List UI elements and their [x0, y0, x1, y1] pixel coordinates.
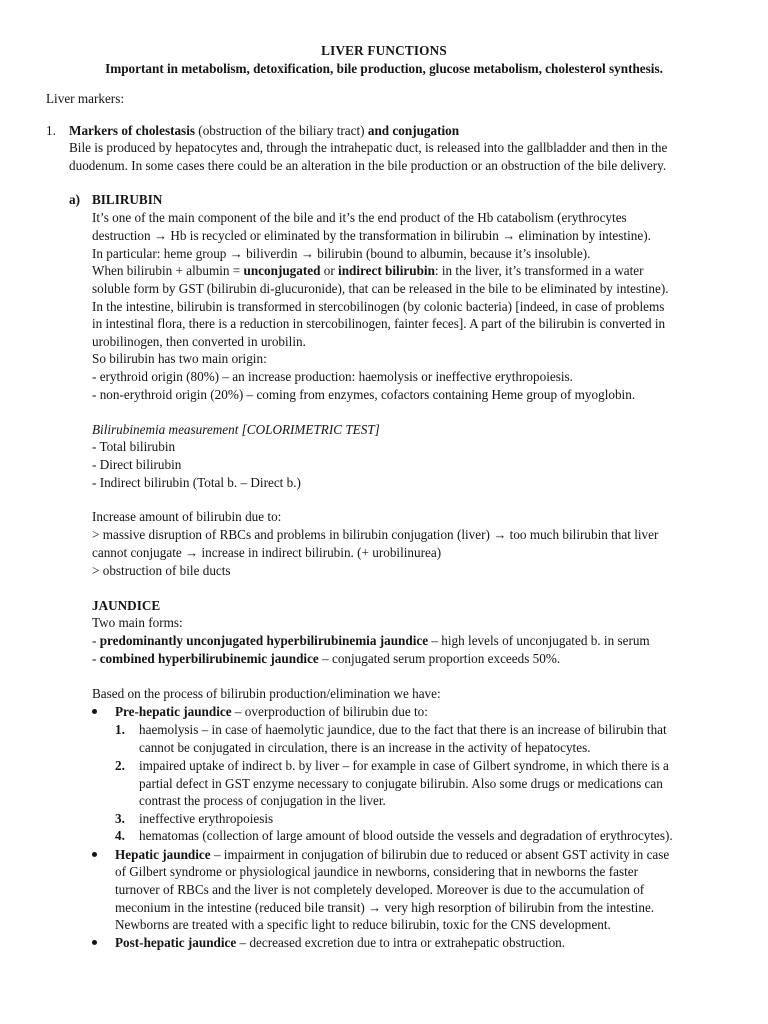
section-1-heading [69, 122, 459, 140]
form-2-bold: combined hyperbilirubinemic jaundice [99, 651, 319, 666]
bullet-icon [92, 934, 100, 942]
prehepatic-post: – overproduction of bilirubin due to: [231, 704, 428, 719]
jaundice-two-forms: Two main forms: [92, 615, 183, 630]
prehepatic-item-line: impaired uptake of indirect b. by liver – for example in case of Gilbert syndrome, in which there is a [139, 758, 669, 773]
form-2-dash: - [92, 651, 100, 666]
form-1-dash: - [92, 633, 100, 648]
increase-line: cannot conjugate → increase in indirect bilirubin. (+ urobilinurea) [92, 545, 442, 560]
prehepatic-item-line: haemolysis – in case of haemolytic jaundice, due to the fact that there is an increase of bilirubin that [139, 722, 667, 737]
hepatic-line: Newborns are treated with a specific light to reduce bilirubin, toxic for the CNS development. [115, 917, 611, 932]
bilirubin-label: a) [69, 192, 80, 207]
liver-markers-label: Liver markers: [46, 91, 124, 106]
hepatic-line: of Gilbert syndrome or physiological jaundice in newborns, considering that in newborns the faster [115, 864, 638, 879]
prehepatic-line [115, 703, 428, 721]
increase-line: > massive disruption of RBCs and problems in bilirubin conjugation (liver) → too much bilirubin that liver [92, 527, 659, 542]
jaundice-form-1 [92, 632, 650, 650]
measurement-heading: Bilirubinemia measurement [COLORIMETRIC TEST] [92, 422, 380, 437]
bilirubin-line: soluble form by GST (bilirubin di-glucuronide), that can be released in the bile to be eliminated by intestine). [92, 281, 669, 296]
jaundice-heading: JAUNDICE [92, 598, 161, 613]
section-1-heading-normal: (obstruction of the biliary tract) [195, 123, 368, 138]
form-1-bold: predominantly unconjugated hyperbilirubinemia jaundice [99, 633, 429, 648]
prehepatic-item-line: contrast the process of conjugation in the liver. [139, 793, 386, 808]
bilirubin-line: It’s one of the main component of the bile and it’s the end product of the Hb catabolism (erythrocytes [92, 210, 627, 225]
prehepatic-item-number: 4. [115, 828, 125, 843]
measurement-item: - Direct bilirubin [92, 457, 182, 472]
when-pre: When bilirubin + albumin = [92, 263, 244, 278]
page-subtitle: Important in metabolism, detoxification, bile production, glucose metabolism, cholesterol synthesis. [105, 61, 663, 76]
section-1-line: duodenum. In some cases there could be an alteration in the bile production or an obstruction of the bile delivery. [69, 158, 667, 173]
section-1-heading-bold-2: and conjugation [367, 123, 460, 138]
bilirubin-line: - non-erythroid origin (20%) – coming from enzymes, cofactors containing Heme group of myoglobin. [92, 387, 636, 402]
bullet-icon [92, 846, 100, 854]
prehepatic-item-line: hematomas (collection of large amount of blood outside the vessels and degradation of erythrocytes). [139, 828, 673, 843]
hepatic-line: turnover of RBCs and the liver is not completely developed. Moreover is due to the accumulation of [115, 882, 645, 897]
prehepatic-item-number: 1. [115, 722, 125, 737]
bilirubin-heading: BILIRUBIN [92, 192, 163, 207]
form-1-post: – high levels of unconjugated b. in serum [428, 633, 650, 648]
when-unconjugated: unconjugated [243, 263, 321, 278]
bullet-icon [92, 703, 100, 711]
prehepatic-item-number: 2. [115, 758, 125, 773]
bilirubin-line: destruction → Hb is recycled or eliminated by the transformation in bilirubin → elimination by intestine). [92, 228, 651, 243]
prehepatic-item-number: 3. [115, 811, 125, 826]
hepatic-line: meconium in the intestine (reduced bile transit) → very high resorption of bilirubin from the intestine. [115, 900, 655, 915]
when-indirect: indirect bilirubin [338, 263, 435, 278]
bilirubin-line: urobilinogen, then converted in urobilin. [92, 334, 306, 349]
when-mid: or [320, 263, 339, 278]
hepatic-post: – impairment in conjugation of bilirubin due to reduced or absent GST activity in case [210, 847, 670, 862]
jaundice-form-2 [92, 650, 560, 668]
page-title: LIVER FUNCTIONS [321, 43, 447, 58]
measurement-item: - Total bilirubin [92, 439, 176, 454]
bilirubin-line: in intestinal flora, there is a reduction in stercobilinogen, fainter feces]. A part of the bilirubin is converted in [92, 316, 666, 331]
prehepatic-item-line: cannot be conjugated in circulation, there is an increase in the activity of hepatocytes. [139, 740, 591, 755]
bilirubin-line: So bilirubin has two main origin: [92, 351, 267, 366]
hepatic-bold: Hepatic jaundice [115, 847, 211, 862]
hepatic-line [115, 846, 669, 864]
based-on-line: Based on the process of bilirubin production/elimination we have: [92, 686, 441, 701]
posthepatic-line [115, 934, 565, 952]
bilirubin-line: In the intestine, bilirubin is transformed in stercobilinogen (by colonic bacteria) [indeed, in case of problems [92, 299, 665, 314]
measurement-item: - Indirect bilirubin (Total b. – Direct b.) [92, 475, 301, 490]
prehepatic-bold: Pre-hepatic jaundice [115, 704, 232, 719]
bilirubin-when-line [92, 262, 643, 280]
prehepatic-item-line: partial defect in GST enzyme necessary to conjugate bilirubin. Also some drugs or medications can [139, 776, 663, 791]
section-1-heading-bold-1: Markers of cholestasis [69, 123, 195, 138]
section-1-number: 1. [46, 123, 56, 138]
when-post: : in the liver, it’s transformed in a water [434, 263, 644, 278]
posthepatic-bold: Post-hepatic jaundice [115, 935, 237, 950]
form-2-post: – conjugated serum proportion exceeds 50%. [318, 651, 561, 666]
increase-line: > obstruction of bile ducts [92, 563, 231, 578]
bilirubin-line: - erythroid origin (80%) – an increase production: haemolysis or ineffective erythropoiesis. [92, 369, 573, 384]
section-1-line: Bile is produced by hepatocytes and, through the intrahepatic duct, is released into the gallbladder and then in the [69, 140, 668, 155]
prehepatic-item-line: ineffective erythropoiesis [139, 811, 274, 826]
bilirubin-line: In particular: heme group → biliverdin → bilirubin (bound to albumin, because it’s insoluble). [92, 246, 591, 261]
increase-heading: Increase amount of bilirubin due to: [92, 509, 282, 524]
posthepatic-post: – decreased excretion due to intra or extrahepatic obstruction. [236, 935, 566, 950]
